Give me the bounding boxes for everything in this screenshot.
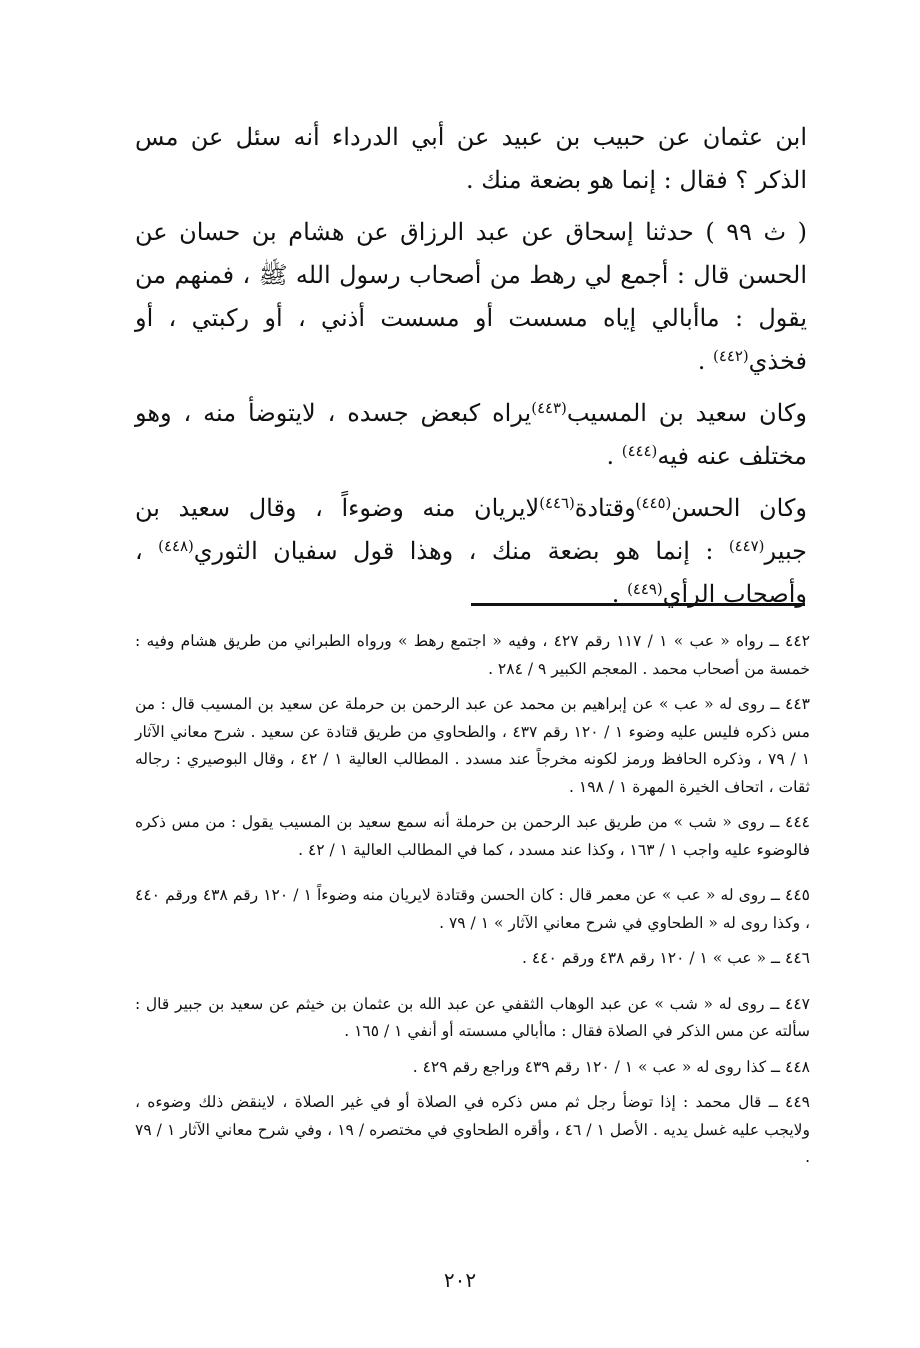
footnote-447: ٤٤٧ ــ روى له « شب » عن عبد الوهاب الثقفي عن عبد الله بن عثمان بن خيثم عن سعيد بن جبير قال : سألته عن مس الذكر في الصلاة فقال : ماأبالي مسسته أو أنفي ١ / ١٦٥ .: [135, 994, 810, 1040]
paragraph-text: .: [606, 442, 622, 470]
footnote-443: ٤٤٣ ــ روى له « عب » عن إبراهيم بن محمد عن عبد الرحمن بن حرملة عن سعيد بن المسيب قال : من مس ذكره فليس عليه وضوء ١ / ١٢٠ رقم ٤٣٧ ، والطحاوي من طريق قتادة عن سعيد . شرح معاني الآثار ١ / ٧٩ ، وذكره الحافظ ورمز لكونه مخرجاً عند مسدد . المطالب العالية ١ / ٤٢ ، وقال البوصيري : رجاله ثقات ، اتحاف الخيرة المهرة ١ / ١٩٨ .: [135, 695, 811, 796]
paragraph-text: وقتادة: [574, 494, 636, 522]
paragraph-text: .: [697, 347, 714, 375]
footnote-444: ٤٤٤ ــ روى « شب » من طريق عبد الرحمن بن حرملة أنه سمع سعيد بن المسيب يقول : من مس ذكره فالوضوء عليه واجب ١ / ١٦٣ ، وكذا عند مسدد ، كما في المطالب العالية ١ / ٤٢ .: [135, 813, 810, 859]
footnote-445: ٤٤٥ ــ روى له « عب » عن معمر قال : كان الحسن وقتادة لايريان منه وضوءاً ١ / ١٢٠ رقم ٤٣٨ ورقم ٤٤٠ ، وكذا روى له « الطحاوي في شرح معاني الآثار » ١ / ٧٩ .: [135, 886, 810, 932]
footnote-ref[interactable]: (٤٤٨): [158, 536, 194, 555]
paragraph-3: [135, 392, 807, 478]
paragraph-1: [135, 116, 807, 202]
footnote-ref[interactable]: (٤٤٧): [728, 536, 765, 555]
paragraph-text: لايريان منه وضوءاً ، وقال سعيد بن جبير: [135, 494, 808, 565]
paragraph-4: [135, 487, 807, 616]
footnote-449: ٤٤٩ ــ قال محمد : إذا توضأ رجل ثم مس ذكره في الصلاة أو في غير الصلاة ، لاينقض ذلك وضوءه ، ولايجب عليه غسل يديه . الأصل ١ / ٤٦ ، وأقره الطحاوي في مختصره / ١٩ ، وفي شرح معاني الآثار ١ / ٧٩ .: [135, 1093, 811, 1166]
footnotes: [135, 628, 810, 1172]
paragraph-text: ( ث ٩٩ ) حدثنا إسحاق عن عبد الرزاق عن هشام بن حسان عن الحسن قال : أجمع لي رهط من أصحاب رسول الله ﷺ ، فمنهم من يقول : ماأبالي إياه مسست أو مسست أذني ، أو ركبتي ، أو فخذي: [135, 218, 807, 375]
paragraph-text: وكان سعيد بن المسيب: [566, 399, 808, 427]
paragraph-2: [135, 211, 807, 383]
paragraph-text: : إنما هو بضعة منك ، وهذا قول سفيان الثوري: [193, 537, 729, 565]
paragraph-text: ابن عثمان عن حبيب بن عبيد عن أبي الدرداء أنه سئل عن مس الذكر ؟ فقال : إنما هو بضعة منك .: [135, 123, 807, 194]
footnote-442: ٤٤٢ ــ رواه « عب » ١ / ١١٧ رقم ٤٢٧ ، وفيه « اجتمع رهط » ورواه الطبراني من طريق هشام وفيه : خمسة من أصحاب محمد . المعجم الكبير ٩ / ٢٨٤ .: [135, 632, 810, 678]
paragraph-text: وكان الحسن: [671, 494, 807, 522]
main-text: [135, 116, 807, 616]
footnote-ref[interactable]: (٤٤٢): [713, 346, 749, 365]
footnote-ref[interactable]: (٤٤٥): [635, 493, 672, 512]
paragraph-text: يراه كبعض جسده ، لايتوضأ منه ، وهو مختلف عنه فيه: [135, 399, 807, 470]
footnote-448: ٤٤٨ ــ كذا روى له « عب » ١ / ١٢٠ رقم ٤٣٩ وراجع رقم ٤٢٩ .: [412, 1057, 810, 1076]
footnote-separator: [471, 603, 805, 606]
paragraph-text: ، وأصحاب الرأي: [135, 537, 807, 608]
paragraph-text: .: [611, 580, 628, 608]
page-number: ٢٠٢: [443, 1268, 477, 1292]
footnote-446: ٤٤٦ ــ « عب » ١ / ١٢٠ رقم ٤٣٨ ورقم ٤٤٠ .: [522, 949, 810, 967]
main-body: [135, 116, 807, 616]
footnote-ref[interactable]: (٤٤٤): [621, 441, 658, 460]
footnote-ref[interactable]: (٤٤٩): [627, 579, 663, 598]
footnote-ref[interactable]: (٤٤٦): [539, 493, 575, 512]
footnote-ref[interactable]: (٤٤٣): [531, 398, 567, 417]
